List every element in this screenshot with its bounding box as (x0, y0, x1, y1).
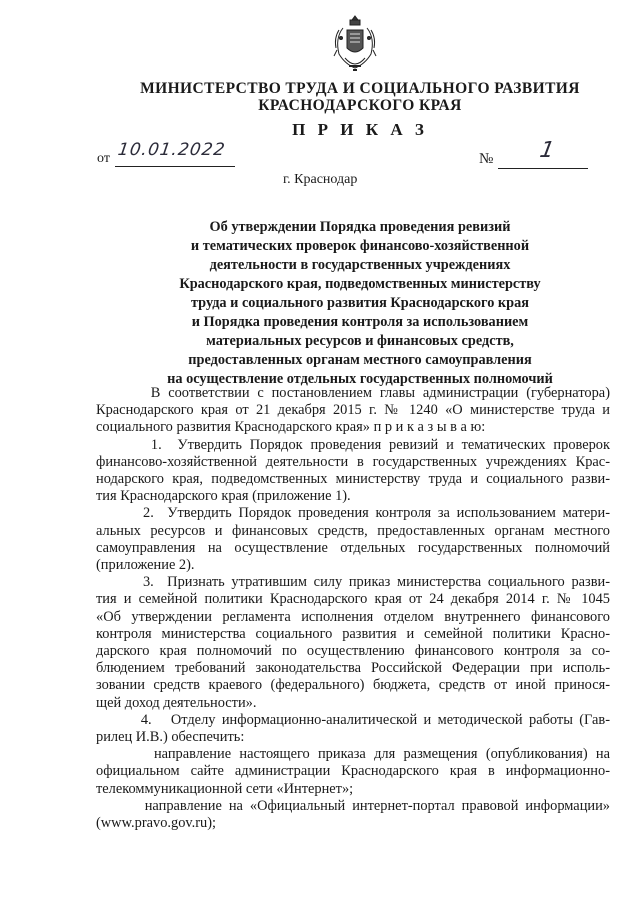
body-line: блюдением требований законодательства Российской Федерации при исполь- (96, 660, 610, 677)
subject-line: предоставленных органам местного самоуправления (188, 352, 532, 368)
body-line: самоуправления на осуществление отдельных государственных полномочий (96, 539, 610, 556)
body-line: 2. Утвердить Порядок проведения контроля за использованием матери- (96, 505, 610, 522)
order-title: П Р И К А З (292, 120, 428, 139)
order-number-handwritten: 1 (537, 138, 557, 163)
body-line: 1. Утвердить Порядок проведения ревизий и тематических проверок (96, 436, 610, 453)
subject-line: Краснодарского края, подведомственных министерству (179, 276, 541, 292)
body-line: нодарского края, подведомственных министерству труда и социального разви- (96, 471, 610, 488)
subject-line: на осуществление отдельных государственных полномочий (167, 371, 553, 387)
number-label: № (479, 151, 494, 167)
body-line: Краснодарского края от 21 декабря 2015 г. № 1240 «О министерстве труда и (96, 402, 610, 419)
body-line: телекоммуникационной сети «Интернет»; (96, 780, 354, 797)
ministry-name-line-2: КРАСНОДАРСКОГО КРАЯ (258, 97, 462, 114)
ministry-name-line-1: МИНИСТЕРСТВО ТРУДА И СОЦИАЛЬНОГО РАЗВИТИЯ (140, 80, 580, 97)
city-label: г. Краснодар (283, 172, 358, 187)
body-line: тия Краснодарского края (приложение 1). (96, 488, 351, 505)
order-body (96, 385, 610, 832)
body-line: дарского края полномочий по осуществлению финансового контроля за со- (96, 643, 610, 660)
number-underline (498, 168, 588, 169)
body-line: финансово-хозяйственной деятельности в государственных учреждениях Крас- (96, 453, 610, 470)
body-line: контроля министерства социального развития и семейной политики Красно- (96, 625, 610, 642)
body-line: 3. Признать утратившим силу приказ министерства социального разви- (96, 574, 610, 591)
body-line: щей доход деятельности». (96, 694, 257, 711)
body-line: (приложение 2). (96, 557, 195, 574)
body-line: «Об утверждении регламента исполнения отделом внутреннего финансового (96, 608, 610, 625)
subject-line: и тематических проверок финансово-хозяйственной (190, 238, 530, 254)
subject-line: Об утверждении Порядка проведения ревизий (209, 219, 511, 235)
order-date-handwritten: 10.01.2022 (116, 140, 227, 160)
subject-line: деятельности в государственных учреждениях (209, 257, 511, 273)
date-underline (115, 166, 235, 167)
subject-line: и Порядка проведения контроля за использованием (191, 314, 529, 330)
subject-line: труда и социального развития Краснодарского края (190, 295, 529, 311)
body-line: социального развития Краснодарского края» п р и к а з ы в а ю: (96, 419, 486, 436)
body-line: тия и семейной политики Краснодарского края от 24 декабря 2014 г. № 1045 (96, 591, 610, 608)
body-line: официальном сайте администрации Краснодарского края в информационно- (96, 763, 610, 780)
body-line: 4. Отделу информационно-аналитической и методической работы (Гав- (96, 711, 610, 728)
body-line: рилец И.В.) обеспечить: (96, 729, 245, 746)
subject-line: материальных ресурсов и финансовых средств, (206, 333, 514, 349)
body-line: (www.pravo.gov.ru); (96, 815, 217, 832)
coat-of-arms-emblem (333, 14, 377, 76)
body-line: направление настоящего приказа для размещения (опубликования) на (96, 746, 610, 763)
order-subject (110, 218, 610, 389)
body-line: В соответствии с постановлением главы администрации (губернатора) (96, 385, 610, 401)
body-line: зовании средств краевого (федерального) бюджета, средств от иной принося- (96, 677, 610, 694)
body-line: альных ресурсов и финансовых средств, предоставленных органам местного (96, 522, 610, 539)
date-prefix-label: от (97, 151, 110, 166)
body-line: направление на «Официальный интернет-портал правовой информации» (96, 797, 610, 814)
